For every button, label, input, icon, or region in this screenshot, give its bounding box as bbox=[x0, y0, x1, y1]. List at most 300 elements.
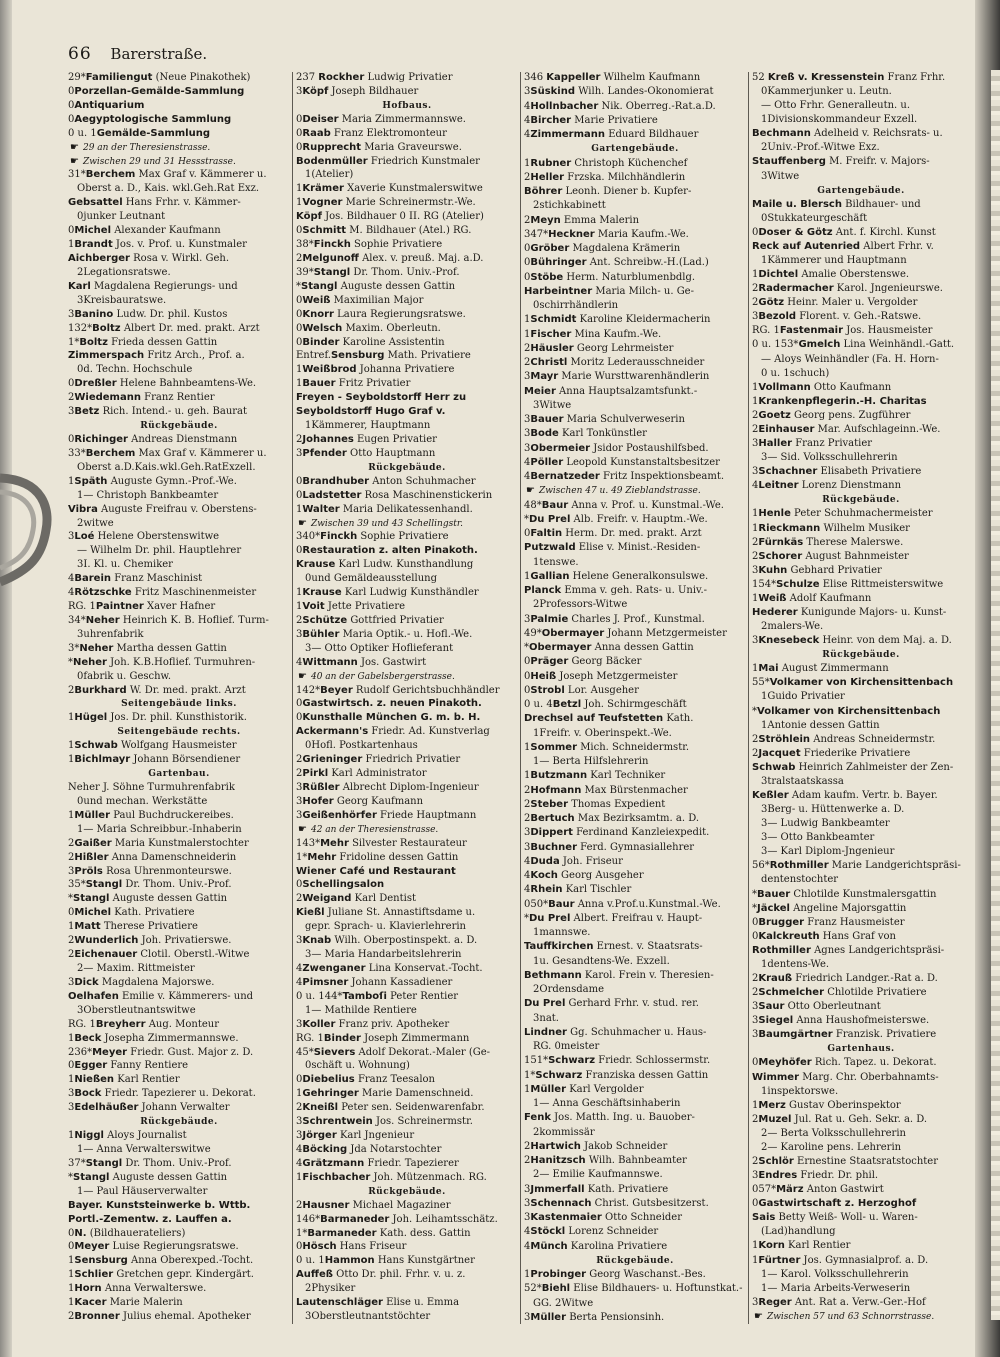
directory-entry bbox=[296, 796, 518, 808]
floor-number: 2 bbox=[296, 614, 303, 626]
directory-entry bbox=[68, 197, 290, 209]
entry-detail: Peter sen. Seidenwarenfabr. bbox=[338, 1102, 485, 1114]
entry-detail: d. Techn. Hochschule bbox=[83, 364, 193, 376]
house-number: * bbox=[302, 851, 308, 863]
entry-detail: Maria Kaufm.-We. bbox=[594, 228, 689, 240]
directory-entry bbox=[524, 471, 746, 483]
floor-number: 3 bbox=[752, 564, 759, 576]
entry-detail: Lorenz Dienstmann bbox=[798, 480, 902, 492]
entry-detail: Auguste dessen Gattin bbox=[337, 280, 456, 292]
directory-page bbox=[68, 72, 970, 1324]
floor-number: 1 bbox=[752, 508, 759, 520]
floor-number: 1 bbox=[296, 684, 303, 696]
entry-detail: Karl Administrator bbox=[328, 768, 427, 780]
floor-number: 0 bbox=[524, 656, 531, 668]
floor-number: 4 bbox=[68, 573, 75, 585]
entry-detail: kommissär bbox=[539, 1126, 595, 1138]
floor-number: 2 bbox=[761, 142, 768, 154]
entry-detail: Franz Teesalon bbox=[354, 1074, 435, 1086]
directory-entry bbox=[524, 386, 746, 398]
floor-number: 2 bbox=[524, 1140, 531, 1152]
directory-entry bbox=[296, 1269, 518, 1281]
section-heading bbox=[752, 1043, 970, 1055]
floor-number: 3 bbox=[524, 841, 531, 853]
directory-entry bbox=[752, 832, 970, 844]
floor-number: 0 bbox=[68, 378, 75, 390]
entry-name: Bayer. Kunststeinwerke b. Wttb. bbox=[68, 1199, 251, 1211]
directory-entry bbox=[524, 101, 746, 113]
entry-detail: Christoph Küchenchef bbox=[571, 157, 688, 169]
entry-detail: Fritz Arch., Prof. a. bbox=[144, 350, 245, 362]
entry-name: Maile u. Blersch bbox=[752, 198, 842, 210]
entry-name: Beyer bbox=[320, 684, 353, 696]
entry-name: Häusler bbox=[530, 342, 574, 354]
house-number: * bbox=[68, 1171, 73, 1183]
entry-detail: Kunigunde Majors- u. Kunst- bbox=[797, 606, 947, 618]
entry-detail: Friederike Privatiere bbox=[800, 747, 911, 759]
house-number: * bbox=[74, 642, 80, 654]
directory-entry bbox=[524, 186, 746, 198]
directory-entry bbox=[296, 935, 518, 947]
entry-name: Egger bbox=[74, 1060, 108, 1072]
floor-number: 1 bbox=[752, 1254, 759, 1266]
entry-detail: Auguste Gymn.-Prof.-We. bbox=[107, 475, 237, 487]
directory-entry bbox=[296, 1019, 518, 1031]
section-heading bbox=[296, 462, 518, 474]
entry-detail: und Gemäldeausstellung bbox=[311, 573, 437, 585]
entry-name: Banino bbox=[74, 308, 114, 320]
directory-entry bbox=[296, 420, 518, 432]
entry-detail: Johann Verwalter bbox=[138, 1102, 230, 1114]
directory-entry bbox=[68, 991, 290, 1003]
entry-name: Baur bbox=[541, 499, 569, 511]
directory-entry bbox=[296, 726, 518, 738]
entry-detail: Mina Kaufm.-We. bbox=[571, 328, 662, 340]
floor-number: 0 bbox=[296, 879, 303, 891]
entry-detail: Maximilian Major bbox=[330, 294, 424, 306]
entry-name: Lindner bbox=[524, 1026, 567, 1038]
floor-number: 2 bbox=[296, 1199, 303, 1211]
entry-detail: Rosa Maschinenstickerin bbox=[361, 489, 493, 501]
directory-entry bbox=[752, 269, 970, 281]
entry-detail: — Karol. Volksschullehrerin bbox=[767, 1268, 909, 1280]
entry-detail: Oberst a.D.Kais.wkl.Geh.RatExzell. bbox=[77, 461, 256, 473]
directory-entry bbox=[524, 215, 746, 227]
directory-entry bbox=[296, 211, 518, 223]
entry-name: Böhrer bbox=[524, 186, 563, 197]
floor-number: 3 bbox=[296, 447, 303, 459]
entry-detail: Gerhard Frhr. v. stud. rer. bbox=[565, 998, 699, 1010]
house-number: * bbox=[530, 1069, 536, 1081]
house-number: 36* bbox=[74, 1046, 93, 1058]
directory-entry bbox=[524, 400, 746, 412]
entry-detail: Gebhard Privatier bbox=[787, 564, 882, 576]
entry-detail: Hofl. Postkartenhaus bbox=[311, 740, 418, 752]
directory-entry bbox=[524, 200, 746, 212]
floor-number: 1 bbox=[524, 741, 531, 753]
entry-detail: 42 an der Theresienstrasse. bbox=[310, 824, 439, 835]
directory-entry bbox=[296, 1060, 518, 1072]
directory-entry bbox=[524, 927, 746, 939]
floor-number: 0 bbox=[524, 243, 531, 254]
floor-number: 1 bbox=[752, 1099, 759, 1111]
directory-entry bbox=[68, 448, 290, 460]
entry-name: Hanitzsch bbox=[530, 1155, 586, 1166]
floor-number: 1 bbox=[296, 197, 303, 209]
directory-entry bbox=[524, 457, 746, 469]
entry-name: Vogner bbox=[302, 197, 343, 209]
entry-name: Dippert bbox=[530, 827, 573, 839]
entry-name: Pfender bbox=[302, 447, 347, 459]
entry-name: Karl bbox=[68, 280, 91, 292]
directory-entry bbox=[752, 1212, 970, 1224]
directory-entry bbox=[68, 490, 290, 502]
entry-name: Bodenmüller bbox=[296, 155, 368, 167]
entry-name: Du Prel bbox=[529, 912, 571, 924]
directory-entry bbox=[752, 213, 970, 225]
entry-detail: dentens-We. bbox=[767, 958, 830, 970]
entry-detail: Juliane St. Annastiftsdame u. bbox=[324, 907, 476, 919]
directory-entry bbox=[68, 392, 290, 404]
house-number: * bbox=[752, 705, 757, 717]
entry-name: Palmie bbox=[530, 613, 569, 625]
entry-detail: Moritz Lederausschneider bbox=[567, 357, 705, 368]
floor-number: 0 bbox=[524, 684, 531, 696]
entry-detail: Kath. dess. Gattin bbox=[376, 1227, 471, 1239]
floor-number: 1 bbox=[752, 522, 759, 534]
floor-number: 1 bbox=[68, 740, 75, 752]
house-number: 56* bbox=[752, 860, 770, 872]
house-number: 33* bbox=[68, 447, 86, 459]
entry-name: Bichlmayr bbox=[74, 754, 131, 766]
house-number: * bbox=[524, 513, 529, 525]
entry-detail: Helene Oberstenswitwe bbox=[94, 531, 220, 543]
directory-entry bbox=[752, 354, 970, 366]
entry-name: Radermacher bbox=[758, 283, 834, 295]
entry-detail: Rückgebäude. bbox=[140, 421, 218, 432]
entry-detail: — Berta Volksschullehrerin bbox=[767, 1127, 906, 1139]
floor-number: 3 bbox=[296, 1018, 303, 1030]
floor-number: 1 bbox=[68, 1297, 75, 1309]
directory-entry bbox=[68, 239, 290, 251]
floor-number: 3 bbox=[533, 399, 540, 411]
directory-entry bbox=[752, 565, 970, 577]
entry-name: Kießl bbox=[296, 907, 325, 919]
entry-detail: mannswe. bbox=[539, 927, 591, 938]
entry-name: Bertuch bbox=[530, 813, 575, 824]
entry-name: Jäckel bbox=[757, 902, 790, 914]
entry-name: Koller bbox=[302, 1018, 336, 1030]
house-number: 40* bbox=[302, 531, 321, 543]
entry-name: Berchem bbox=[85, 169, 136, 181]
floor-number: 2 bbox=[305, 1283, 312, 1295]
entry-name: Schwarz bbox=[548, 1055, 596, 1067]
floor-number: 4 bbox=[524, 855, 531, 867]
entry-detail: Frieda dessen Gattin bbox=[107, 336, 218, 348]
floor-number: 1 bbox=[524, 1083, 531, 1095]
floor-number: 0 bbox=[296, 225, 303, 237]
entry-detail: Fritz Maschinenmeister bbox=[131, 587, 257, 599]
directory-entry bbox=[524, 528, 746, 540]
entry-name: Bauer bbox=[302, 378, 336, 390]
floor-number: 4 bbox=[524, 1240, 531, 1252]
floor-number: 0 bbox=[296, 308, 303, 320]
house-number: 42* bbox=[302, 684, 321, 696]
floor-number: 3 bbox=[296, 809, 303, 821]
house-number: * bbox=[752, 888, 757, 900]
floor-number: 0 bbox=[77, 670, 84, 682]
directory-entry bbox=[524, 357, 746, 369]
floor-number: 0 bbox=[296, 475, 303, 487]
directory-entry bbox=[752, 677, 970, 689]
entry-detail: Karl Dentist bbox=[351, 893, 416, 905]
floor-number: 0 bbox=[296, 1074, 303, 1086]
floor-number: 1 bbox=[296, 837, 303, 849]
directory-entry bbox=[296, 991, 518, 1003]
section-heading bbox=[68, 768, 290, 780]
page-number: 66 bbox=[68, 44, 92, 64]
directory-entry bbox=[296, 685, 518, 697]
entry-name: Krause bbox=[296, 559, 336, 571]
entry-detail: Friedr. Tapezierer u. Dekorat. bbox=[101, 1088, 256, 1100]
entry-name: Einhauser bbox=[758, 423, 815, 435]
directory-entry bbox=[68, 434, 290, 446]
directory-column-1 bbox=[68, 72, 290, 1324]
entry-name: Aichberger bbox=[68, 252, 130, 264]
entry-detail: Ant. Schreibw.-H.(Lad.) bbox=[586, 257, 709, 269]
directory-entry bbox=[752, 452, 970, 464]
entry-detail: Jakob Schneider bbox=[580, 1140, 668, 1152]
entry-name: Hederer bbox=[752, 606, 798, 618]
floor-number: 2 bbox=[296, 433, 303, 445]
entry-name: Wittmann bbox=[302, 656, 358, 668]
entry-name: Bezold bbox=[758, 311, 797, 323]
directory-entry bbox=[68, 573, 290, 585]
entry-name: Obermayer bbox=[529, 642, 592, 653]
house-number: 46* bbox=[302, 1213, 321, 1225]
entry-detail: August Bahnmeister bbox=[802, 550, 909, 562]
directory-entry bbox=[296, 949, 518, 961]
entry-name: Rupprecht bbox=[302, 141, 362, 153]
entry-detail: Franz Rentier bbox=[140, 392, 215, 404]
floor-number: 3 bbox=[752, 1170, 759, 1182]
floor-number: 3 bbox=[296, 782, 303, 794]
directory-entry bbox=[68, 1005, 290, 1017]
entry-detail: Heinr. von dem Maj. a. D. bbox=[819, 635, 952, 647]
entry-detail: Kammerjunker u. Leutn. bbox=[767, 86, 892, 98]
entry-name: Duda bbox=[530, 855, 560, 867]
floor-number: 0 bbox=[761, 86, 768, 98]
entry-detail: Adolf Kaufmann bbox=[786, 592, 872, 604]
entry-detail: Charles J. Prof., Kunstmal. bbox=[568, 613, 705, 625]
directory-entry bbox=[296, 601, 518, 613]
entry-name: Rötzschke bbox=[74, 587, 132, 599]
entry-detail: junker Leutnant bbox=[83, 211, 166, 223]
floor-number: 2 bbox=[296, 768, 303, 780]
entry-name: Kreß v. Kressenstein bbox=[767, 72, 885, 83]
entry-detail: Albert Frhr. v. bbox=[860, 240, 934, 252]
directory-entry bbox=[524, 998, 746, 1010]
entry-detail: Gottfried Privatier bbox=[347, 614, 444, 626]
entry-detail: Friedr. Tapezierer bbox=[364, 1157, 459, 1169]
floor-number: 1 bbox=[533, 556, 540, 568]
entry-detail: Bildhauer- und bbox=[841, 198, 921, 210]
directory-entry bbox=[524, 129, 746, 141]
directory-entry bbox=[524, 1298, 746, 1310]
entry-detail: Magdalena Krämerin bbox=[569, 243, 681, 254]
entry-detail: Math. Privatiere bbox=[384, 350, 471, 362]
floor-number: 1 bbox=[296, 601, 303, 613]
directory-entry bbox=[524, 856, 746, 868]
entry-name: Tauffkirchen bbox=[524, 941, 594, 953]
entry-name: Bircher bbox=[530, 114, 572, 126]
directory-entry bbox=[296, 879, 518, 891]
directory-entry bbox=[752, 748, 970, 760]
floor-number: 3 bbox=[68, 976, 75, 988]
entry-detail: Karol. Jngenieurswe. bbox=[833, 283, 943, 295]
entry-detail: — Emilie Kaufmannswe. bbox=[539, 1169, 663, 1181]
floor-number: 2 bbox=[752, 1156, 759, 1168]
entry-name: Pimsner bbox=[302, 976, 349, 988]
floor-number: 2 bbox=[296, 1102, 303, 1114]
entry-detail: Hans Graf von bbox=[819, 930, 896, 942]
house-number: 53* bbox=[780, 339, 799, 351]
directory-entry bbox=[524, 1127, 746, 1139]
entry-name: Pröls bbox=[74, 865, 103, 877]
floor-number: 4 bbox=[296, 976, 303, 988]
entry-detail: tenswe. bbox=[539, 556, 579, 568]
floor-number: 3 bbox=[761, 832, 768, 844]
entry-detail: Legationsratswe. bbox=[83, 266, 171, 278]
entry-name: Heiß bbox=[530, 670, 557, 682]
floor-number: 2 bbox=[68, 392, 75, 404]
directory-entry bbox=[524, 756, 746, 768]
entry-detail: Otto Schneider bbox=[601, 1212, 682, 1223]
entry-detail: Anna v.Prof.u.Kunstmal.-We. bbox=[574, 898, 721, 910]
entry-name: Stangl bbox=[301, 280, 338, 292]
entry-name: Michel bbox=[74, 907, 112, 919]
directory-entry bbox=[296, 1005, 518, 1017]
entry-name: Wiedemann bbox=[74, 392, 141, 404]
entry-name: Familiengut bbox=[85, 72, 153, 83]
entry-detail: Franz Maschinist bbox=[111, 573, 203, 585]
entry-detail: Georg Bäcker bbox=[568, 656, 642, 668]
directory-entry bbox=[68, 518, 290, 530]
entry-name: Krause bbox=[302, 587, 342, 599]
entry-name: Schachner bbox=[758, 466, 818, 478]
floor-number: 4 bbox=[524, 114, 531, 126]
directory-entry bbox=[296, 740, 518, 752]
directory-entry bbox=[752, 818, 970, 830]
entry-name: Antiquarium bbox=[74, 99, 145, 111]
floor-number: 3 bbox=[305, 949, 312, 961]
entry-name: Breyherr bbox=[95, 1018, 146, 1030]
directory-entry bbox=[68, 100, 290, 112]
house-number: 57* bbox=[758, 1184, 777, 1196]
house-number: 32* bbox=[74, 322, 93, 334]
entry-detail: Franz Frhr. bbox=[884, 72, 946, 83]
entry-detail: Auguste dessen Gattin bbox=[109, 1171, 228, 1183]
cross-street-note bbox=[524, 485, 746, 497]
floor-number: (Lad) bbox=[761, 1226, 788, 1238]
directory-entry bbox=[296, 504, 518, 516]
floor-number: 0 bbox=[68, 1227, 75, 1239]
floor-number: RG. 1 bbox=[752, 325, 780, 337]
entry-name: Weiß bbox=[758, 592, 787, 604]
floor-number: 1 bbox=[68, 1130, 75, 1142]
directory-entry bbox=[68, 504, 290, 516]
entry-detail: Rückgebäude. bbox=[822, 495, 900, 506]
entry-detail: — Karl Diplom-Jngenieur bbox=[767, 846, 895, 858]
directory-entry bbox=[752, 339, 970, 351]
directory-entry bbox=[296, 86, 518, 98]
directory-entry bbox=[68, 350, 290, 362]
floor-number: 1 bbox=[524, 157, 531, 169]
entry-detail: Neher J. Söhne Turmuhrenfabrik bbox=[68, 782, 235, 794]
entry-detail: Friedr. Gust. Major z. D. bbox=[127, 1046, 254, 1058]
binder-clip-icon bbox=[0, 470, 52, 590]
floor-number: 0 bbox=[68, 225, 75, 237]
cross-street-note bbox=[68, 142, 290, 154]
entry-detail: Oberst a. D., Kais. wkl.Geh.Rat Exz. bbox=[77, 183, 260, 195]
entry-detail: Auguste Freifrau v. Oberstens- bbox=[97, 503, 257, 515]
directory-entry bbox=[524, 72, 746, 84]
directory-entry bbox=[68, 1297, 290, 1309]
entry-detail: Anna Damenschneiderin bbox=[108, 851, 237, 863]
entry-name: Stöbe bbox=[530, 271, 564, 283]
floor-number: 2 bbox=[68, 837, 75, 849]
directory-entry bbox=[68, 476, 290, 488]
entry-name: Baur bbox=[548, 898, 575, 910]
house-number: 48* bbox=[524, 499, 542, 511]
entry-detail: Professors-Witwe bbox=[539, 599, 628, 611]
floor-number: 1 bbox=[752, 592, 759, 604]
directory-entry bbox=[524, 314, 746, 326]
floor-number: 4 bbox=[524, 100, 531, 112]
entry-detail: Silvester Restaurateur bbox=[348, 837, 467, 849]
floor-number: 4 bbox=[524, 870, 531, 881]
entry-detail: Franziska dessen Gattin bbox=[582, 1069, 709, 1081]
floor-number: 2 bbox=[77, 266, 84, 278]
directory-entry bbox=[752, 1072, 970, 1084]
floor-number: 3 bbox=[524, 428, 531, 440]
entry-name: Korn bbox=[758, 1240, 785, 1252]
floor-number: 2 bbox=[296, 893, 303, 905]
next-page-edge bbox=[991, 70, 1000, 1320]
entry-name: Betzl bbox=[552, 699, 582, 710]
entry-detail: Anna Verwalterswe. bbox=[101, 1283, 207, 1295]
directory-entry bbox=[296, 239, 518, 251]
entry-detail: Kath. bbox=[663, 713, 694, 725]
directory-entry bbox=[296, 1241, 518, 1253]
entry-detail: Michael Magaziner bbox=[349, 1199, 451, 1211]
entry-detail: Rückgebäude. bbox=[140, 1117, 218, 1128]
directory-entry bbox=[296, 197, 518, 209]
entry-detail: Betty Weiß- Woll- u. Waren- bbox=[775, 1212, 918, 1224]
directory-entry bbox=[68, 1172, 290, 1184]
directory-entry bbox=[296, 1033, 518, 1045]
directory-entry bbox=[296, 225, 518, 237]
directory-entry bbox=[752, 199, 970, 211]
directory-entry bbox=[68, 782, 290, 794]
house-number: * bbox=[524, 912, 529, 924]
directory-entry bbox=[296, 114, 518, 126]
floor-number: 2 bbox=[752, 1113, 759, 1125]
house-number: 55* bbox=[752, 677, 770, 689]
entry-detail: Friedr. Ad. Kunstverlag bbox=[368, 726, 490, 738]
directory-entry bbox=[752, 1086, 970, 1098]
directory-entry bbox=[68, 531, 290, 543]
